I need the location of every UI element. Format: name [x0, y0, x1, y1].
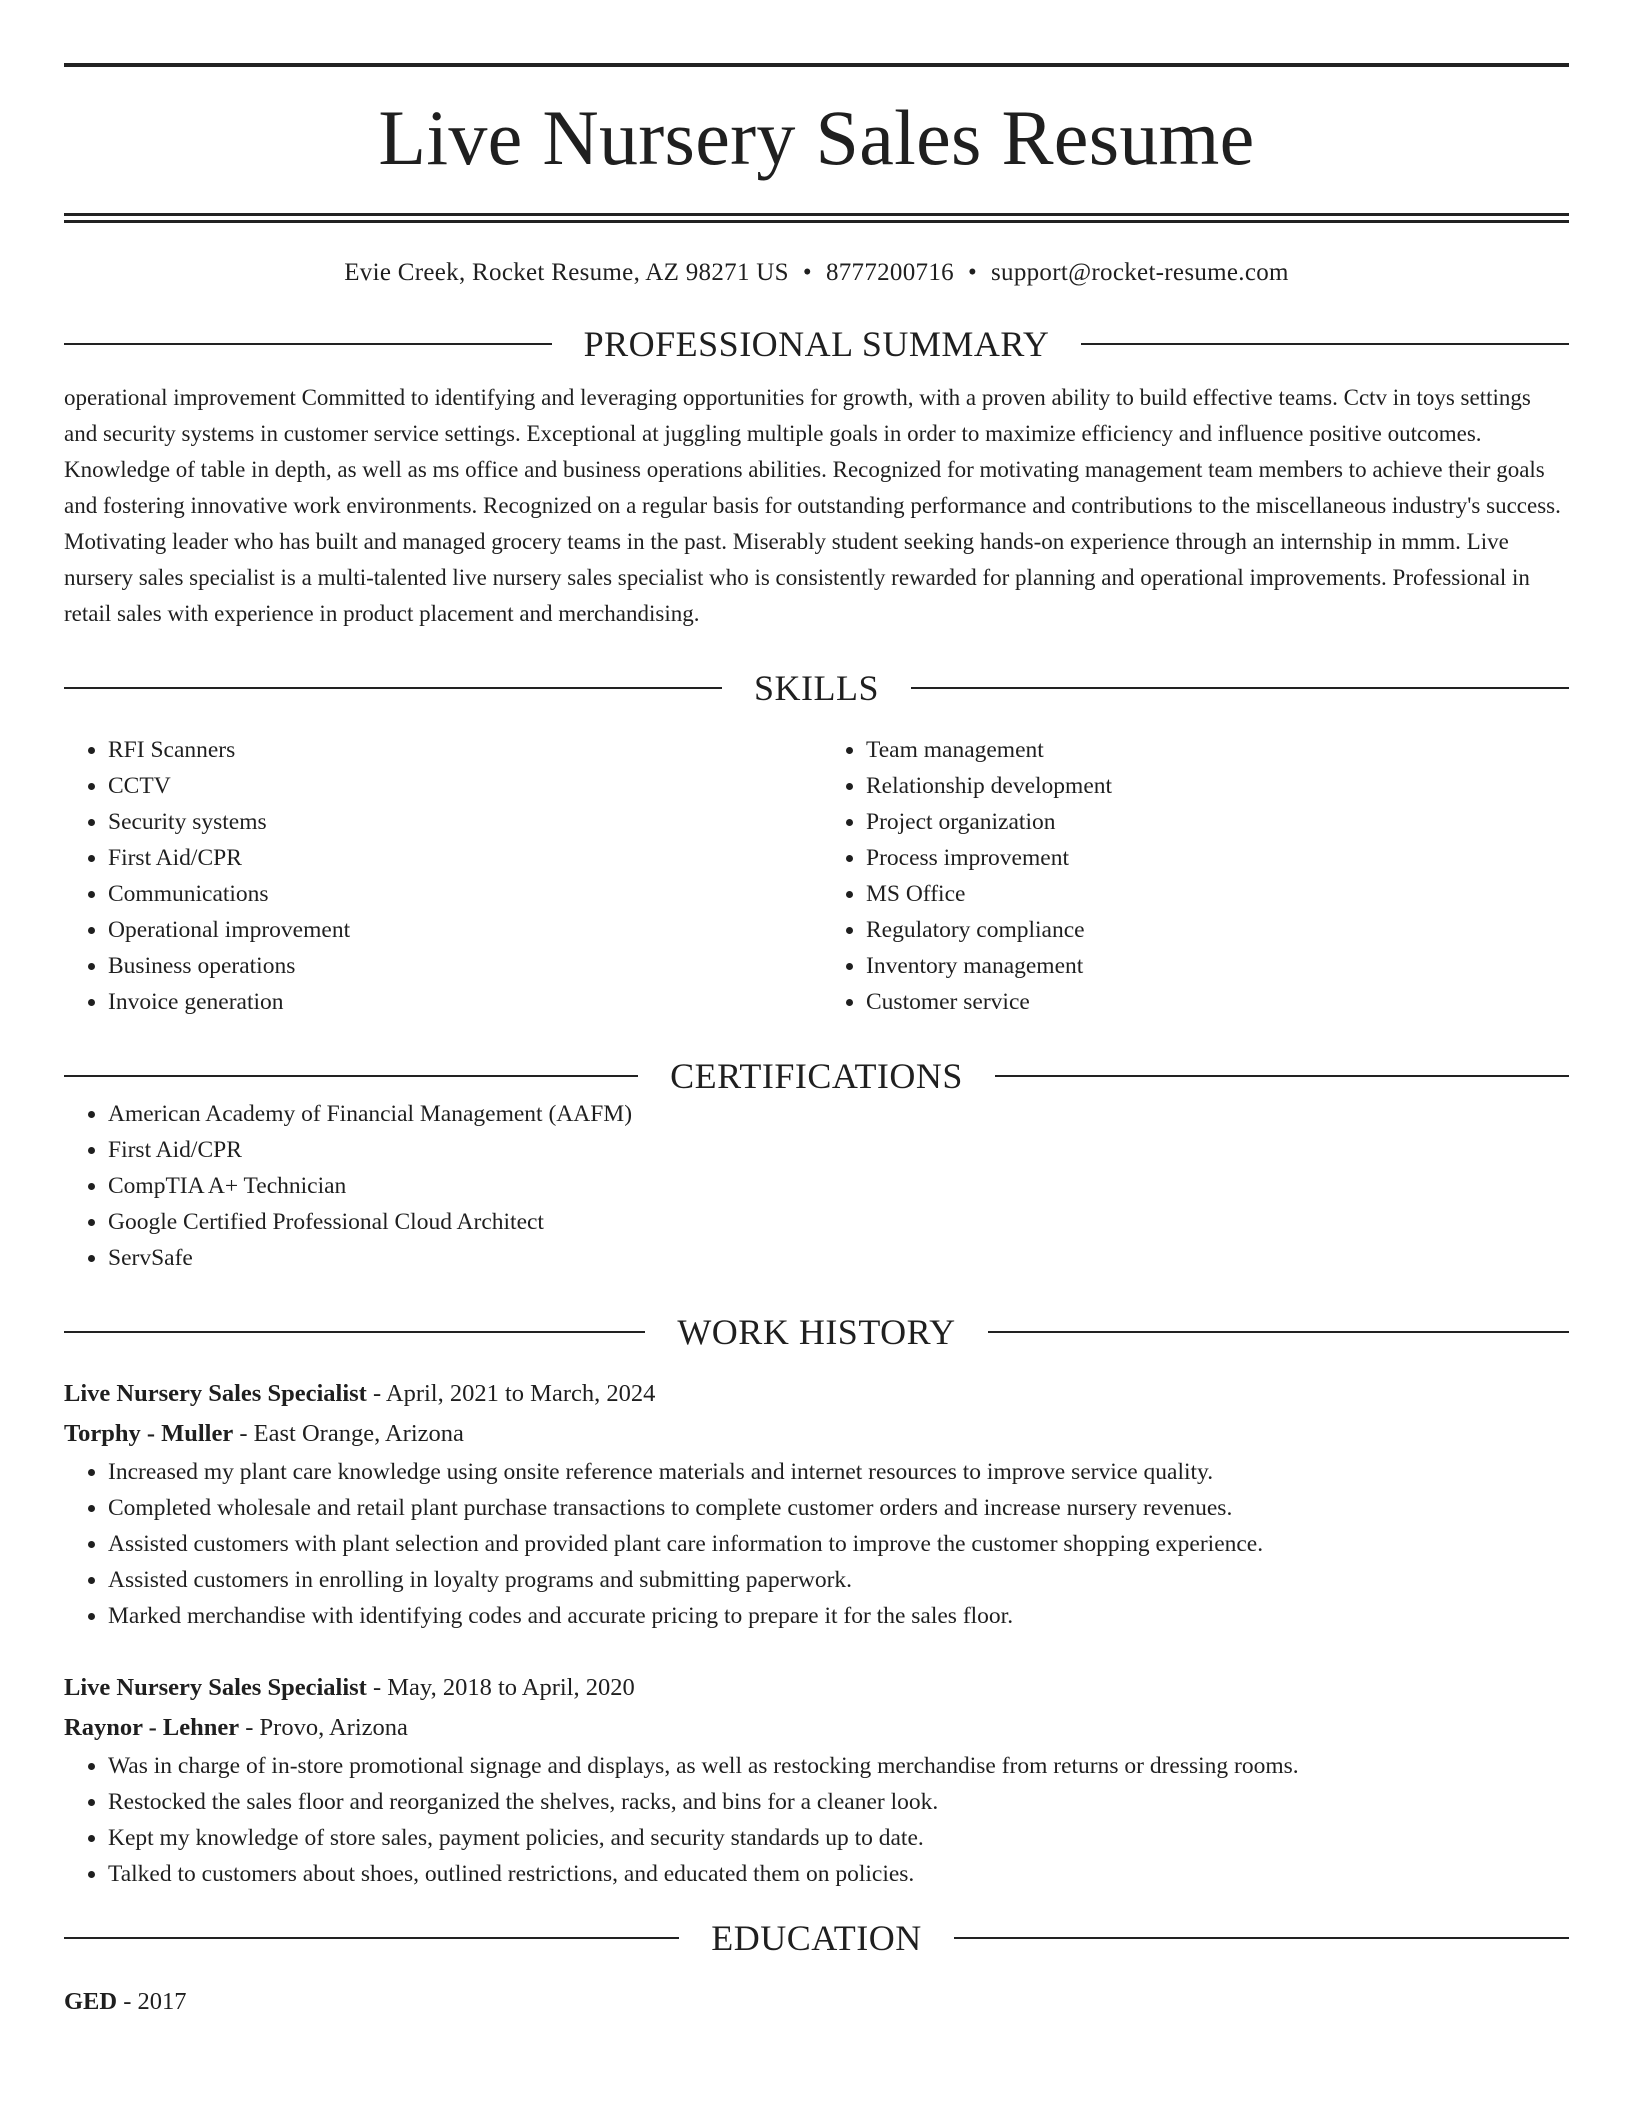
- divider: [988, 1331, 1569, 1333]
- section-header-certifications: [64, 1056, 1569, 1096]
- divider: [64, 1937, 679, 1939]
- education-degree: GED: [64, 1988, 118, 2015]
- job-entry: [64, 1668, 1569, 1892]
- job-entry: [64, 1374, 1569, 1634]
- contact-separator: •: [967, 259, 977, 286]
- list-item: • Project organization: [866, 804, 1569, 840]
- list-item: • ServSafe: [108, 1240, 1569, 1276]
- section-header-education: [64, 1918, 1569, 1958]
- list-item: • Talked to customers about shoes, outlined restrictions, and educated them on policies.: [108, 1856, 1569, 1892]
- divider: [1081, 343, 1569, 345]
- contact-email: support@rocket-resume.com: [991, 259, 1289, 286]
- list-item: • First Aid/CPR: [108, 1132, 1569, 1168]
- title-double-rule: [64, 213, 1569, 223]
- contact-separator: •: [802, 259, 812, 286]
- divider: [64, 1075, 638, 1077]
- list-item: • Process improvement: [866, 840, 1569, 876]
- list-item: • Operational improvement: [108, 912, 811, 948]
- list-item: • CCTV: [108, 768, 811, 804]
- contact-line: [64, 258, 1569, 288]
- resume-title: Live Nursery Sales Resume: [378, 94, 1255, 181]
- divider: [64, 1331, 645, 1333]
- top-rule: [64, 63, 1569, 67]
- divider: [64, 687, 722, 689]
- skills-list-right: [811, 732, 1569, 1020]
- job-dates: - May, 2018 to April, 2020: [366, 1674, 635, 1701]
- job-company: Raynor - Lehner: [64, 1714, 240, 1741]
- list-item: • Security systems: [108, 804, 811, 840]
- list-item: • Increased my plant care knowledge using onsite reference materials and internet resources to improve service quality.: [108, 1454, 1569, 1490]
- list-item: • CompTIA A+ Technician: [108, 1168, 1569, 1204]
- skills-list-left: [64, 732, 811, 1020]
- list-item: • American Academy of Financial Management (AAFM): [108, 1096, 1569, 1132]
- job-location: - Provo, Arizona: [239, 1714, 408, 1741]
- section-title: PROFESSIONAL SUMMARY: [583, 324, 1050, 364]
- list-item: • Inventory management: [866, 948, 1569, 984]
- contact-address: Evie Creek, Rocket Resume, AZ 98271 US: [344, 259, 789, 286]
- list-item: • Completed wholesale and retail plant purchase transactions to complete customer orders and increase nursery revenues.: [108, 1490, 1569, 1526]
- list-item: • MS Office: [866, 876, 1569, 912]
- section-header-work-history: [64, 1312, 1569, 1352]
- section-title: CERTIFICATIONS: [670, 1056, 963, 1096]
- list-item: • Kept my knowledge of store sales, payment policies, and security standards up to date.: [108, 1820, 1569, 1856]
- list-item: • Regulatory compliance: [866, 912, 1569, 948]
- job-company-line: [64, 1414, 1569, 1454]
- divider: [995, 1075, 1569, 1077]
- list-item: • Business operations: [108, 948, 811, 984]
- list-item: • Team management: [866, 732, 1569, 768]
- divider: [64, 343, 552, 345]
- summary-paragraph: operational improvement Committed to identifying and leveraging opportunities for growth, with a proven ability to build effective teams. Cctv in toys settings and security systems in customer service settings. Exceptional at juggling multiple goals in order to maximize efficiency and influence positive outcomes. Knowledge of table in depth, as well as ms office and business operations abilities. Recognized for motivating management team members to achieve their goals and fostering innovative work environments. Recognized on a regular basis for outstanding performance and contributions to the miscellaneous industry's success. Motivating leader who has built and managed grocery teams in the past. Miserably student seeking hands-on experience through an internship in mmm. Live nursery sales specialist is a multi-talented live nursery sales specialist who is consistently rewarded for planning and operational improvements. Professional in retail sales with experience in product placement and merchandising.: [64, 385, 1561, 626]
- list-item: • Relationship development: [866, 768, 1569, 804]
- list-item: • RFI Scanners: [108, 732, 811, 768]
- job-title-line: [64, 1668, 1569, 1708]
- list-item: • Marked merchandise with identifying codes and accurate pricing to prepare it for the sales floor.: [108, 1598, 1569, 1634]
- list-item: • First Aid/CPR: [108, 840, 811, 876]
- list-item: • Communications: [108, 876, 811, 912]
- divider: [954, 1937, 1569, 1939]
- list-item: • Invoice generation: [108, 984, 811, 1020]
- list-item: • Assisted customers in enrolling in loyalty programs and submitting paperwork.: [108, 1562, 1569, 1598]
- education-year: - 2017: [117, 1988, 187, 2015]
- job-bullets: [64, 1748, 1569, 1892]
- section-title: WORK HISTORY: [677, 1312, 956, 1352]
- list-item: • Restocked the sales floor and reorganized the shelves, racks, and bins for a cleaner look.: [108, 1784, 1569, 1820]
- contact-phone: 8777200716: [825, 259, 954, 286]
- job-title: Live Nursery Sales Specialist: [64, 1674, 367, 1701]
- job-dates: - April, 2021 to March, 2024: [366, 1380, 656, 1407]
- section-title: SKILLS: [754, 668, 880, 708]
- education-entry: [64, 1984, 1569, 2020]
- skills-columns: [64, 732, 1569, 1020]
- divider: [911, 687, 1569, 689]
- section-header-summary: [64, 324, 1569, 364]
- list-item: • Was in charge of in-store promotional signage and displays, as well as restocking merchandise from returns or dressing rooms.: [108, 1748, 1569, 1784]
- job-title: Live Nursery Sales Specialist: [64, 1380, 367, 1407]
- list-item: • Assisted customers with plant selection and provided plant care information to improve the customer shopping experience.: [108, 1526, 1569, 1562]
- list-item: • Google Certified Professional Cloud Architect: [108, 1204, 1569, 1240]
- job-company: Torphy - Muller: [64, 1420, 234, 1447]
- job-company-line: [64, 1708, 1569, 1748]
- job-location: - East Orange, Arizona: [233, 1420, 464, 1447]
- job-bullets: [64, 1454, 1569, 1634]
- section-header-skills: [64, 668, 1569, 708]
- certifications-list: [64, 1096, 1569, 1276]
- job-title-line: [64, 1374, 1569, 1414]
- list-item: • Customer service: [866, 984, 1569, 1020]
- section-title: EDUCATION: [711, 1918, 922, 1958]
